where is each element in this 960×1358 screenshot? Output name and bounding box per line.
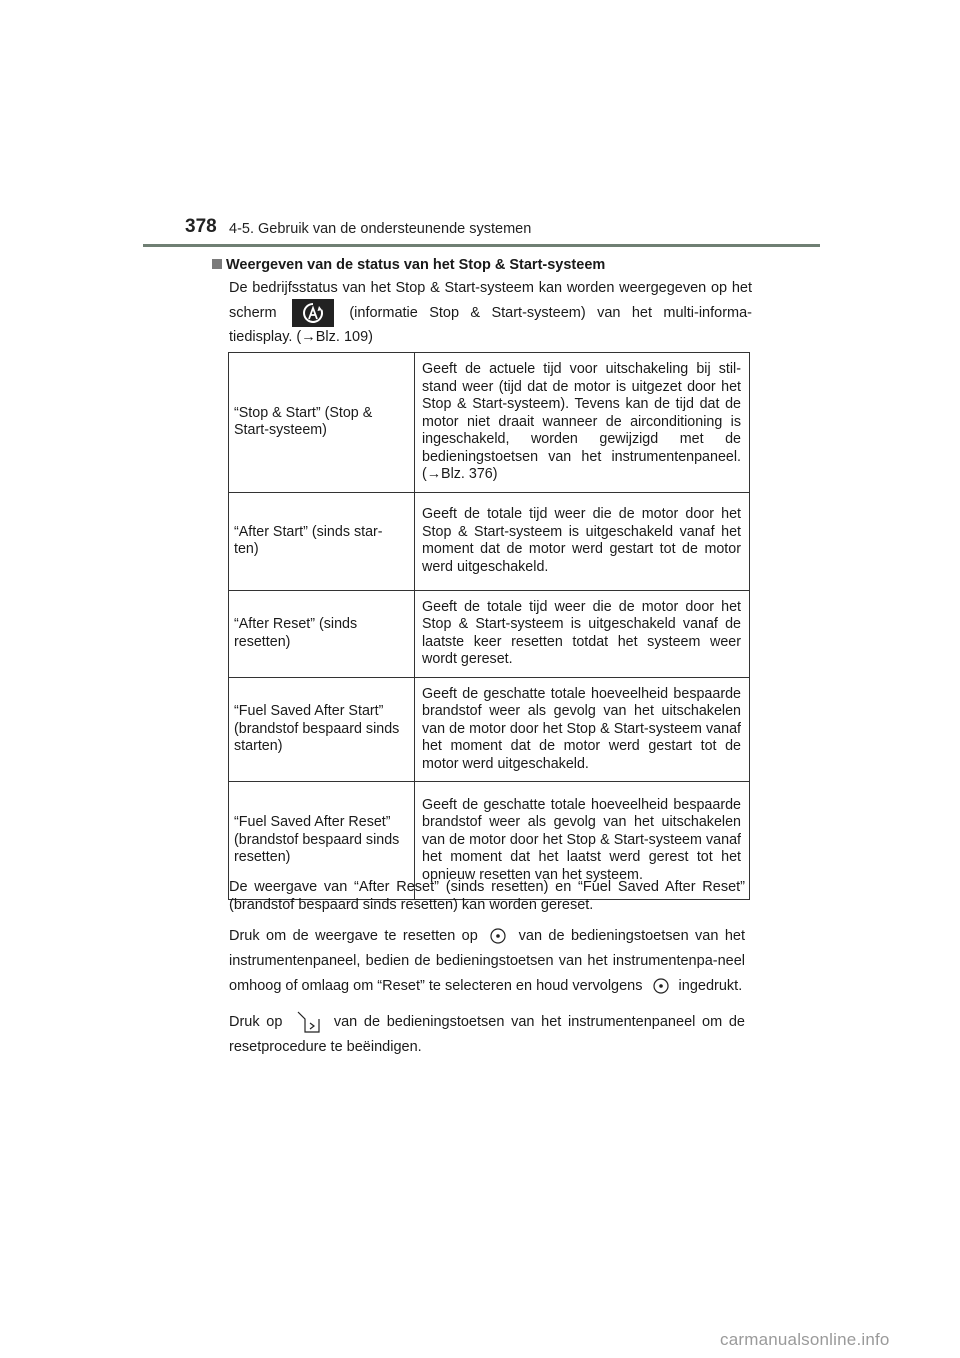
table-term: “After Reset” (sinds resetten)	[229, 590, 415, 677]
square-bullet-icon	[212, 259, 222, 269]
intro-text-1: De bedrijfsstatus van het Stop & Start-systeem kan worden weergegeven op het scherm	[229, 280, 752, 321]
back-button-icon	[295, 1009, 321, 1035]
select-button-icon	[653, 978, 669, 994]
reset-note: De weergave van “After Reset” (sinds resetten) en “Fuel Saved After Reset” (brandstof bespaard sinds resetten) kan worden gereset.	[229, 879, 745, 913]
intro-paragraph	[229, 278, 752, 348]
table-term: “Stop & Start” (Stop & Start-systeem)	[229, 353, 415, 493]
intro-text-2: (informatie Stop & Start-systeem) van het multi-informa-tiedisplay. (→Blz. 109)	[229, 304, 753, 345]
table-description: Geeft de totale tijd weer die de motor door het Stop & Start-systeem is uitgeschakeld vanaf de laatste keer resetten totdat het systeem weer wordt gereset.	[415, 590, 750, 677]
page-number: 378	[185, 216, 217, 237]
table-term: “Fuel Saved After Start” (brandstof bespaard sinds starten)	[229, 677, 415, 782]
reset-finish	[229, 1009, 745, 1060]
select-button-icon	[490, 928, 506, 944]
reset-finish-text-2: van de bedieningstoetsen van het instrumentenpaneel om de resetprocedure te beëindigen.	[229, 1013, 745, 1055]
reset-step-text-1: Druk om de weergave te resetten op	[229, 928, 478, 944]
heading-text: Weergeven van de status van het Stop & Start-systeem	[226, 257, 606, 273]
watermark: carmanualsonline.info	[720, 1330, 890, 1349]
header-divider	[143, 244, 820, 247]
reset-steps	[229, 924, 745, 999]
table-row	[229, 353, 750, 493]
reset-finish-text-1: Druk op	[229, 1013, 283, 1030]
table-description: Geeft de geschatte totale hoeveelheid bespaarde brandstof weer als gevolg van het uitschakelen van de motor door het Stop & Start-systeem vanaf het moment dat het laatst werd gerest tot het opnieuw resetten van het systeem.	[415, 782, 750, 900]
section	[212, 255, 752, 348]
table-term: “After Start” (sinds star-ten)	[229, 492, 415, 590]
table-description: Geeft de geschatte totale hoeveelheid bespaarde brandstof weer als gevolg van het uitschakelen van de motor door het Stop & Start-systeem vanaf het moment dat de motor werd gestart tot de motor werd uitgeschakeld.	[415, 677, 750, 782]
stop-start-screen-icon	[292, 299, 334, 327]
table-row	[229, 677, 750, 782]
table-description: Geeft de actuele tijd voor uitschakeling bij stil-stand weer (tijd dat de motor is uitgezet door het Stop & Start-systeem). Tevens kan de tijd dat de motor niet draait wanneer de airconditioning is ingeschakeld, worden gewijzigd met de bedieningstoetsen van het instrumentenpaneel. (→Blz. 376)	[415, 353, 750, 493]
table-row	[229, 590, 750, 677]
reset-step-text-2: van de bedieningstoetsen van het instrumentenpaneel, bedien de bedieningstoetsen van het instrumentenpa-neel omhoog of omlaag om “Reset” te selecteren en houd vervolgens	[229, 928, 745, 994]
table-description: Geeft de totale tijd weer die de motor door het Stop & Start-systeem is uitgeschakeld vanaf het moment dat de motor werd gestart tot de motor werd uitgeschakeld.	[415, 492, 750, 590]
status-table	[228, 352, 750, 900]
table-term: “Fuel Saved After Reset” (brandstof bespaard sinds resetten)	[229, 782, 415, 900]
reset-step-text-3: ingedrukt.	[678, 978, 743, 994]
table-row	[229, 492, 750, 590]
chapter-title: 4-5. Gebruik van de ondersteunende systemen	[229, 221, 532, 237]
reset-instructions	[229, 878, 745, 1070]
section-heading	[212, 255, 752, 276]
